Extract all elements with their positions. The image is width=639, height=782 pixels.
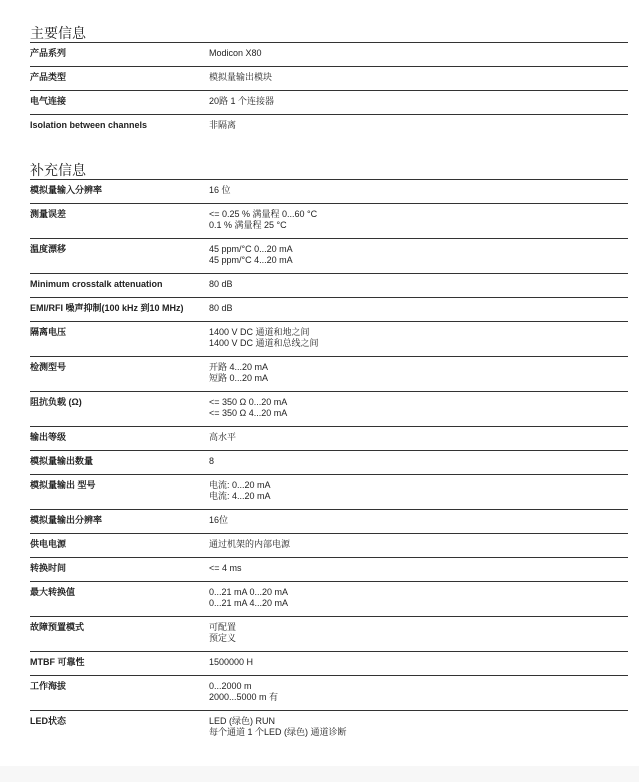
spec-value	[209, 279, 628, 290]
spec-value-line: 45 ppm/°C 4...20 mA	[209, 255, 293, 265]
section-gap	[30, 138, 628, 161]
spec-value	[209, 515, 628, 526]
section-title: 主要信息	[30, 25, 86, 41]
spec-row	[30, 297, 628, 321]
spec-value	[209, 657, 628, 668]
spec-row	[30, 581, 628, 616]
spec-value-line: 通过机架的内部电源	[209, 539, 291, 549]
spec-label: 模拟量输出数量	[30, 456, 94, 466]
spec-label: LED状态	[30, 716, 67, 726]
spec-row	[30, 203, 628, 238]
spec-label: 输出等级	[30, 432, 67, 442]
spec-value-line: 电流: 0...20 mA	[209, 480, 271, 490]
spec-value	[209, 96, 628, 107]
section-title: 补充信息	[30, 162, 86, 178]
spec-value-line: 预定义	[209, 633, 237, 643]
spec-value	[209, 244, 628, 266]
spec-row	[30, 42, 628, 66]
spec-label: 检测型号	[30, 362, 67, 372]
spec-value	[209, 48, 628, 59]
spec-row	[30, 238, 628, 273]
spec-label: EMI/RFI 噪声抑制(100 kHz 到10 MHz)	[30, 303, 184, 313]
spec-row	[30, 356, 628, 391]
spec-value	[209, 72, 628, 83]
spec-value-line: 电流: 4...20 mA	[209, 491, 271, 501]
spec-row	[30, 66, 628, 90]
spec-value-line: <= 0.25 % 满量程 0...60 °C	[209, 209, 318, 219]
spec-value	[209, 716, 628, 738]
spec-value	[209, 397, 628, 419]
spec-value	[209, 539, 628, 550]
spec-value-line: <= 350 Ω 0...20 mA	[209, 397, 288, 407]
spec-value-line: 80 dB	[209, 303, 233, 313]
spec-row	[30, 273, 628, 297]
spec-value	[209, 622, 628, 644]
spec-value-line: LED (绿色) RUN	[209, 716, 276, 726]
spec-row	[30, 710, 628, 745]
spec-value-line: 非隔离	[209, 120, 237, 130]
spec-label: 最大转换值	[30, 587, 76, 597]
spec-value-line: 可配置	[209, 622, 237, 632]
spec-value	[209, 362, 628, 384]
spec-label: 供电电源	[30, 539, 67, 549]
spec-row	[30, 557, 628, 581]
spec-value-line: 16 位	[209, 185, 231, 195]
spec-value	[209, 209, 628, 231]
spec-value-line: 1400 V DC 通道和地之间	[209, 327, 310, 337]
spec-label: MTBF 可靠性	[30, 657, 85, 667]
spec-value-line: 0...21 mA 4...20 mA	[209, 598, 289, 608]
spec-value	[209, 327, 628, 349]
spec-value-line: <= 4 ms	[209, 563, 242, 573]
spec-value-line: 2000...5000 m 有	[209, 692, 279, 702]
spec-value	[209, 432, 628, 443]
spec-label: 温度漂移	[30, 244, 67, 254]
footer-bar	[0, 766, 639, 782]
spec-value	[209, 120, 628, 131]
spec-section	[30, 161, 628, 745]
spec-value-line: 0.1 % 满量程 25 °C	[209, 220, 287, 230]
spec-value	[209, 185, 628, 196]
spec-value	[209, 681, 628, 703]
spec-value	[209, 480, 628, 502]
spec-value	[209, 563, 628, 574]
spec-row	[30, 533, 628, 557]
spec-value-line: 1400 V DC 通道和总线之间	[209, 338, 319, 348]
spec-row	[30, 114, 628, 138]
spec-value-line: 0...21 mA 0...20 mA	[209, 587, 289, 597]
spec-section	[30, 24, 628, 138]
spec-value-line: Modicon X80	[209, 48, 262, 58]
spec-value-line: 16位	[209, 515, 229, 525]
spec-value-line: 模拟量输出模块	[209, 72, 273, 82]
spec-value-line: 高水平	[209, 432, 237, 442]
spec-label: Minimum crosstalk attenuation	[30, 279, 163, 289]
spec-label: 故障预置模式	[30, 622, 85, 632]
spec-value-line: 0...2000 m	[209, 681, 252, 691]
spec-value	[209, 303, 628, 314]
spec-row	[30, 651, 628, 675]
spec-row	[30, 509, 628, 533]
spec-label: 隔离电压	[30, 327, 67, 337]
spec-value-line: 80 dB	[209, 279, 233, 289]
spec-value-line: 短路 0...20 mA	[209, 373, 269, 383]
spec-label: 转换时间	[30, 563, 67, 573]
spec-value-line: 每个通道 1 个LED (绿色) 通道诊断	[209, 727, 347, 737]
spec-sheet	[30, 24, 628, 745]
spec-label: 模拟量输入分辨率	[30, 185, 103, 195]
spec-value-line: 20路 1 个连接器	[209, 96, 275, 106]
spec-value-line: 开路 4...20 mA	[209, 362, 269, 372]
spec-row	[30, 321, 628, 356]
spec-row	[30, 90, 628, 114]
spec-row	[30, 179, 628, 203]
spec-row	[30, 675, 628, 710]
spec-row	[30, 391, 628, 426]
spec-value-line: 8	[209, 456, 215, 466]
spec-value-line: 45 ppm/°C 0...20 mA	[209, 244, 293, 254]
spec-value-line: <= 350 Ω 4...20 mA	[209, 408, 288, 418]
spec-label: 产品类型	[30, 72, 67, 82]
spec-label: 工作海拔	[30, 681, 67, 691]
spec-label: Isolation between channels	[30, 120, 148, 130]
spec-label: 电气连接	[30, 96, 67, 106]
spec-value	[209, 456, 628, 467]
spec-label: 模拟量输出 型号	[30, 480, 96, 490]
spec-label: 模拟量输出分辨率	[30, 515, 103, 525]
spec-value	[209, 587, 628, 609]
spec-row	[30, 474, 628, 509]
spec-label: 测量误差	[30, 209, 67, 219]
spec-label: 产品系列	[30, 48, 67, 58]
spec-value-line: 1500000 H	[209, 657, 254, 667]
spec-label: 阻抗负载 (Ω)	[30, 397, 82, 407]
spec-row	[30, 450, 628, 474]
spec-row	[30, 616, 628, 651]
spec-row	[30, 426, 628, 450]
